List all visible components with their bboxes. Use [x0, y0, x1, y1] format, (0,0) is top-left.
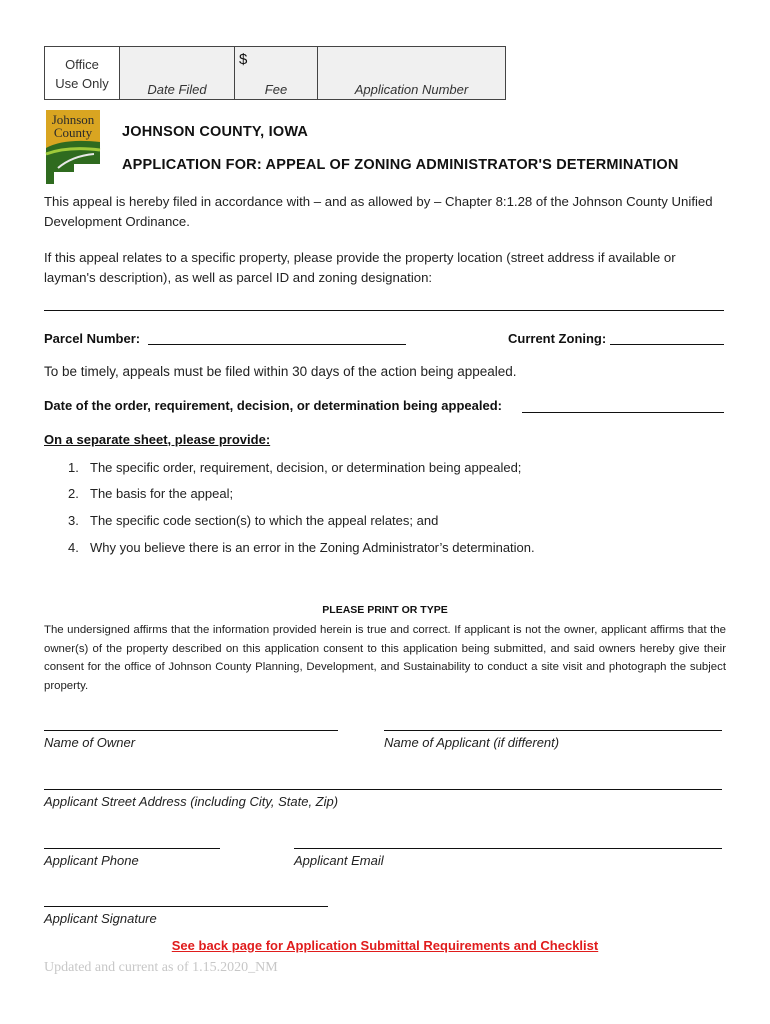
- list-item: [68, 460, 521, 475]
- applicant-name-field[interactable]: [384, 730, 722, 731]
- list-number: 1.: [68, 460, 79, 475]
- separate-sheet-heading: On a separate sheet, please provide:: [44, 432, 271, 447]
- signature-label: Applicant Signature: [44, 911, 157, 926]
- list-number: 3.: [68, 513, 79, 528]
- list-text: Why you believe there is an error in the Zoning Administrator’s determination.: [90, 540, 535, 555]
- office-use-label: [45, 47, 119, 99]
- list-text: The specific order, requirement, decision, or determination being appealed;: [90, 460, 522, 475]
- applicant-name-label: Name of Applicant (if different): [384, 735, 560, 750]
- date-filed-cell[interactable]: [119, 47, 234, 99]
- logo-text-line1: Johnson: [51, 112, 95, 127]
- list-number: 2.: [68, 486, 79, 501]
- county-title: JOHNSON COUNTY, IOWA: [122, 124, 309, 140]
- current-zoning-label: Current Zoning:: [508, 331, 607, 346]
- print-or-type-heading: PLEASE PRINT OR TYPE: [322, 604, 448, 616]
- owner-name-field[interactable]: [44, 730, 338, 731]
- list-item: [68, 513, 438, 528]
- see-back-page-link: See back page for Application Submittal Requirements and Checklist: [171, 938, 599, 953]
- office-use-table: [44, 46, 506, 100]
- parcel-number-field[interactable]: [148, 344, 406, 345]
- phone-label: Applicant Phone: [44, 853, 139, 868]
- owner-name-label: Name of Owner: [44, 735, 136, 750]
- fee-caption: Fee: [264, 82, 288, 97]
- date-of-order-field[interactable]: [522, 412, 724, 413]
- application-number-caption: Application Number: [354, 82, 469, 97]
- street-address-field[interactable]: [44, 789, 722, 790]
- logo-text-line2: County: [53, 125, 93, 140]
- fee-cell[interactable]: [234, 47, 317, 99]
- office-label-line1: Office: [65, 57, 99, 72]
- intro-paragraph: This appeal is hereby filed in accordance with – and as allowed by – Chapter 8:1.28 of the Johnson County Unified Development Ordinance.: [44, 194, 713, 229]
- signature-field[interactable]: [44, 906, 328, 907]
- office-label-line2: Use Only: [55, 76, 109, 91]
- list-text: The basis for the appeal;: [90, 486, 234, 501]
- johnson-county-logo: [44, 108, 102, 186]
- application-title: APPLICATION FOR: APPEAL OF ZONING ADMINISTRATOR'S DETERMINATION: [122, 157, 679, 173]
- list-number: 4.: [68, 540, 79, 555]
- date-of-order-label: Date of the order, requirement, decision, or determination being appealed:: [44, 398, 502, 413]
- email-field[interactable]: [294, 848, 722, 849]
- date-filed-caption: Date Filed: [147, 82, 207, 97]
- current-zoning-field[interactable]: [610, 344, 724, 345]
- fee-dollar-sign: $: [239, 51, 248, 68]
- street-address-label: Applicant Street Address (including City, State, Zip): [44, 794, 339, 809]
- list-item: [68, 540, 535, 555]
- list-item: [68, 486, 233, 501]
- application-number-cell[interactable]: [317, 47, 505, 99]
- list-text: The specific code section(s) to which the appeal relates; and: [90, 513, 439, 528]
- property-instructions: If this appeal relates to a specific property, please provide the property location (street address if available or layman's description), as well as parcel ID and zoning designation:: [44, 250, 676, 285]
- affirmation-text: The undersigned affirms that the information provided herein is true and correct. If applicant is not the owner, applicant affirms that the owner(s) of the property described on this application consent to this application being submitted, and said owners hereby give their consent for the office of Johnson County Planning, Development, and Sustainability to conduct a site visit and photograph the subject property.: [44, 624, 726, 692]
- timely-note: To be timely, appeals must be filed within 30 days of the action being appealed.: [44, 364, 517, 379]
- parcel-number-label: Parcel Number:: [44, 331, 141, 346]
- email-label: Applicant Email: [294, 853, 384, 868]
- updated-note: Updated and current as of 1.15.2020_NM: [44, 960, 278, 975]
- phone-field[interactable]: [44, 848, 220, 849]
- property-location-line[interactable]: [44, 310, 724, 311]
